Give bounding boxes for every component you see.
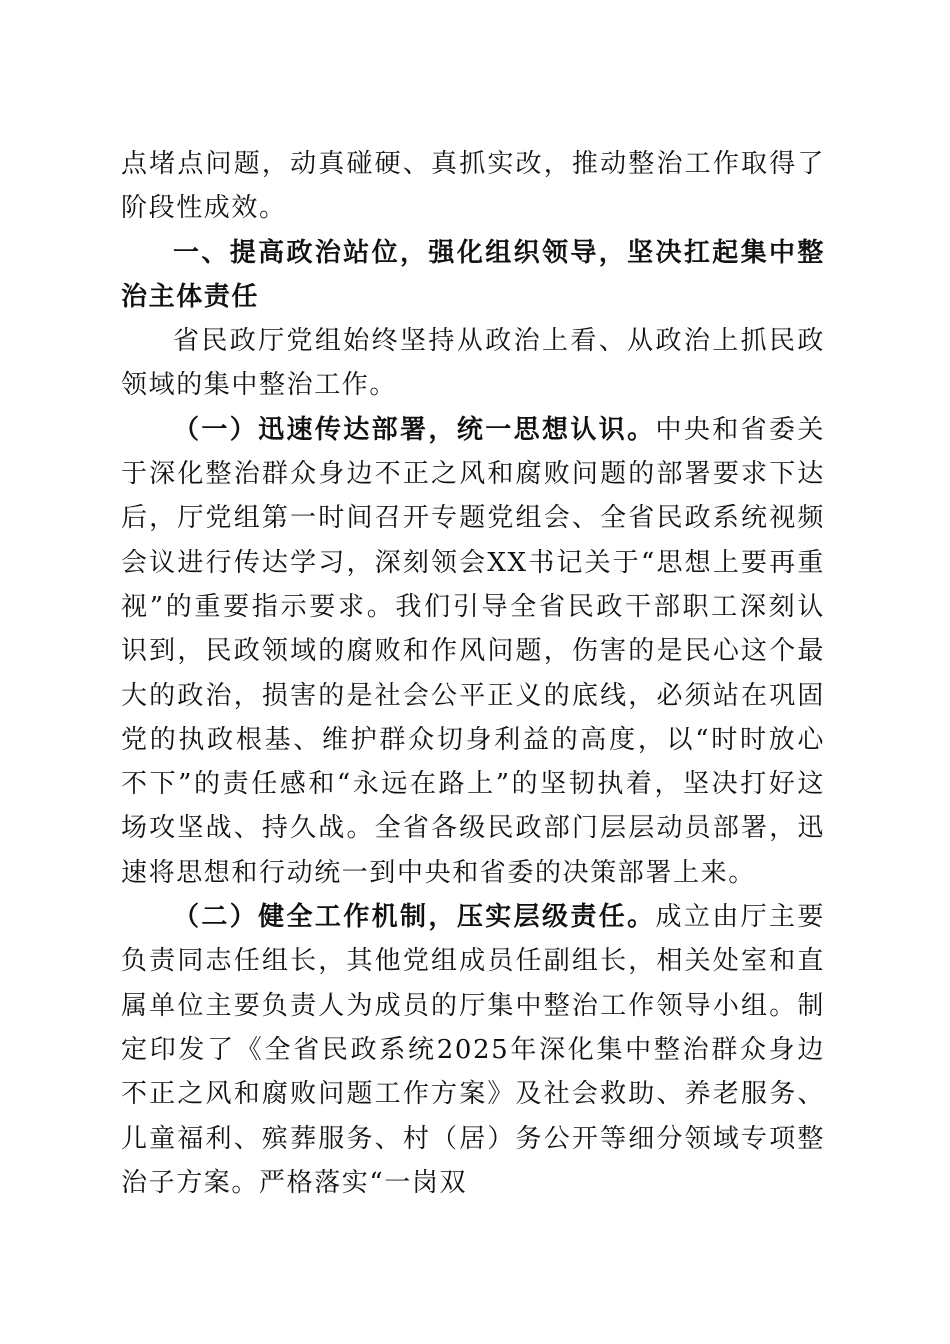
subsection-1-title: （一）迅速传达部署，统一思想认识。 <box>173 414 656 445</box>
subsection-2-body: 成立由厅主要负责同志任组长，其他党组成员任副组长，相关处室和直属单位主要负责人为成员的厅集中整治工作领导小组。制定印发了《全省民政系统2025年深化集中整治群众身边不正之风和腐败问题工作方案》及社会救助、养老服务、儿童福利、殡葬服务、村（居）务公开等细分领域专项整治子方案。严格落实“一岗双 <box>121 902 825 1198</box>
continuation-paragraph: 点堵点问题，动真碰硬、真抓实改，推动整治工作取得了阶段性成效。 <box>121 149 825 224</box>
subsection-2-title: （二）健全工作机制，压实层级责任。 <box>173 902 656 933</box>
subsection-2-paragraph <box>121 895 825 1205</box>
section-heading-1: 一、提高政治站位，强化组织领导，坚决扛起集中整治主体责任 <box>121 237 825 312</box>
subsection-1-paragraph <box>121 408 825 895</box>
section-1-intro-paragraph: 省民政厅党组始终坚持从政治上看、从政治上抓民政领域的集中整治工作。 <box>121 326 825 401</box>
document-body <box>121 142 825 1205</box>
subsection-1-body: 中央和省委关于深化整治群众身边不正之风和腐败问题的部署要求下达后，厅党组第一时间召开专题党组会、全省民政系统视频会议进行传达学习，深刻领会XX书记关于“思想上要再重视”的重要指示要求。我们引导全省民政干部职工深刻认识到，民政领域的腐败和作风问题，伤害的是民心这个最大的政治，损害的是社会公平正义的底线，必须站在巩固党的执政根基、维护群众切身利益的高度，以“时时放心不下”的责任感和“永远在路上”的坚韧执着，坚决打好这场攻坚战、持久战。全省各级民政部门层层动员部署，迅速将思想和行动统一到中央和省委的决策部署上来。 <box>121 414 825 888</box>
